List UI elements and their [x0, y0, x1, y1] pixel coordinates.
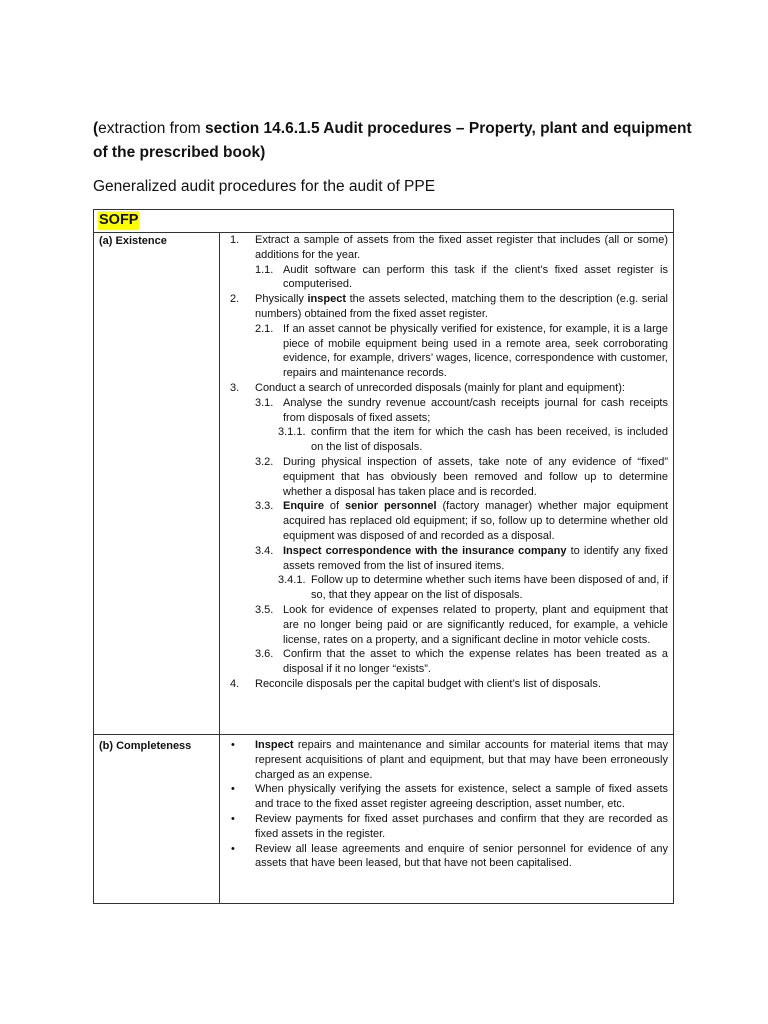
document-heading — [93, 117, 693, 165]
procedure-text — [255, 843, 668, 870]
procedure-text — [255, 739, 668, 781]
bullet-marker: • — [231, 739, 235, 751]
text-run: Analyse the sundry revenue account/cash receipts journal for cash receipts from disposals of fixed assets; — [283, 396, 668, 424]
bullet-marker: • — [231, 842, 235, 855]
bullet-marker: • — [231, 783, 235, 796]
text-run: Follow up to determine whether such items have been disposed of and, if so, that they appear on the list of disposals. — [311, 574, 668, 602]
procedure-text — [283, 604, 668, 646]
text-run: During physical inspection of assets, take note of any evidence of “fixed” equipment that has obviously been removed and follow up to determine whether a disposal has taken place and is recorded. — [283, 455, 668, 498]
procedure-item — [224, 381, 668, 396]
completeness-procedures-list — [224, 738, 668, 871]
text-run: Review payments for fixed asset purchases and confirm that they are recorded as fixed assets in the register. — [255, 812, 668, 840]
procedure-item — [224, 322, 668, 381]
text-run: When physically verifying the assets for existence, select a sample of fixed assets and trace to the fixed asset register agreeing description, asset number, etc. — [255, 783, 668, 811]
emphasis-text: Inspect correspondence with the insurance company — [283, 544, 567, 557]
procedure-number: 3.3. — [255, 500, 274, 513]
bullet-item — [224, 782, 668, 812]
procedure-text — [283, 397, 668, 424]
procedure-item — [224, 292, 668, 322]
text-run: Physically — [255, 293, 308, 306]
procedure-text — [283, 323, 668, 379]
procedure-text — [255, 234, 668, 261]
document-subtitle: Generalized audit procedures for the audit of PPE — [93, 178, 436, 195]
procedure-number: 3. — [230, 381, 240, 394]
procedure-item — [224, 455, 668, 499]
procedure-item — [224, 396, 668, 426]
bullet-item — [224, 842, 668, 872]
procedure-number: 3.6. — [255, 648, 274, 661]
text-run: Review all lease agreements and enquire of senior personnel for evidence of any assets that have been leased, but that have not been capitalised. — [255, 842, 668, 870]
text-run: repairs and maintenance and similar accounts for material items that may represent acquisitions of plant and equipment, but that may have been erroneously charged as an expense. — [255, 739, 668, 781]
procedure-text — [283, 456, 668, 498]
text-run: Reconcile disposals per the capital budget with client’s list of disposals. — [255, 677, 601, 690]
text-run: (factory manager) whether major equipment acquired has replaced old equipment; if so, follow up to determine whether old equipment was disposed of and recorded as a disposal. — [283, 500, 669, 542]
row-label-existence: (a) Existence — [99, 235, 167, 247]
text-run: Audit software can perform this task if the client’s fixed asset register is computerised. — [283, 263, 668, 291]
text-run: of — [323, 500, 346, 513]
procedure-text — [255, 382, 625, 394]
procedure-item — [224, 677, 668, 692]
procedure-number: 3.4.1. — [278, 574, 306, 587]
procedure-text — [311, 426, 668, 453]
emphasis-text: Inspect — [255, 739, 294, 751]
procedure-text — [283, 545, 668, 572]
procedure-text — [283, 264, 668, 291]
emphasis-text: senior personnel — [345, 500, 437, 513]
text-run: Confirm that the asset to which the expense relates has been treated as a disposal if it no longer “exists”. — [283, 648, 668, 676]
procedure-text — [255, 783, 668, 810]
heading-prefix: extraction from — [98, 120, 205, 137]
procedure-text — [283, 500, 668, 542]
row-divider — [94, 734, 673, 735]
procedure-number: 1. — [230, 234, 240, 246]
emphasis-text: Enquire — [283, 500, 324, 513]
procedure-number: 2. — [230, 293, 240, 306]
procedure-number: 3.2. — [255, 455, 274, 468]
bullet-marker: • — [231, 812, 235, 825]
procedure-number: 3.1.1. — [278, 426, 306, 439]
audit-procedures-table — [93, 209, 674, 904]
procedure-number: 3.4. — [255, 544, 274, 557]
emphasis-text: inspect — [307, 293, 347, 306]
row-label-completeness: (b) Completeness — [99, 740, 192, 752]
procedure-text — [311, 574, 668, 601]
procedure-item — [224, 647, 668, 677]
procedure-number: 2.1. — [255, 322, 274, 335]
procedure-text — [283, 648, 668, 675]
heading-section-reference: section 14.6.1.5 Audit procedures – Property, plant and equipment of the prescribed book) — [93, 120, 692, 161]
bullet-item — [224, 812, 668, 842]
procedure-text — [255, 678, 601, 690]
column-divider — [219, 232, 220, 904]
text-run: If an asset cannot be physically verified for existence, for example, it is a large piece of mobile equipment being used in a remote area, seek corroborating evidence, for example, drivers’ wages, licence, correspondence with customer, repairs and maintenance records. — [283, 322, 668, 380]
text-run: Look for evidence of expenses related to property, plant and equipment that are no longer being paid or are significantly reduced, for example, a vehicle license, rates on a property, and a significant decline in motor vehicle costs. — [283, 603, 668, 646]
text-run: Extract a sample of assets from the fixed asset register that includes (all or some) additions for the year. — [255, 234, 668, 261]
bullet-item — [224, 738, 668, 782]
procedure-number: 3.1. — [255, 396, 274, 409]
text-run: Conduct a search of unrecorded disposals (mainly for plant and equipment): — [255, 381, 625, 394]
procedure-text — [255, 293, 668, 320]
procedure-item — [224, 499, 668, 543]
text-run: confirm that the item for which the cash has been received, is included on the list of disposals. — [311, 426, 668, 454]
existence-procedures-list — [224, 233, 668, 692]
procedure-item — [224, 544, 668, 574]
procedure-number: 1.1. — [255, 263, 274, 276]
procedure-item — [224, 603, 668, 647]
procedure-item — [224, 233, 668, 263]
procedure-item — [224, 263, 668, 293]
procedure-number: 4. — [230, 677, 240, 690]
procedure-text — [255, 813, 668, 840]
section-header-row — [94, 210, 673, 233]
text-run: to identify any fixed assets removed from the list of insured items. — [283, 544, 668, 572]
procedure-item — [224, 573, 668, 603]
section-label-sofp: SOFP — [99, 212, 139, 228]
procedure-number: 3.5. — [255, 603, 274, 616]
heading-open-paren: ( — [93, 120, 99, 137]
procedure-item — [224, 425, 668, 455]
text-run: the assets selected, matching them to the description (e.g. serial numbers) obtained from the fixed asset register. — [255, 293, 669, 320]
